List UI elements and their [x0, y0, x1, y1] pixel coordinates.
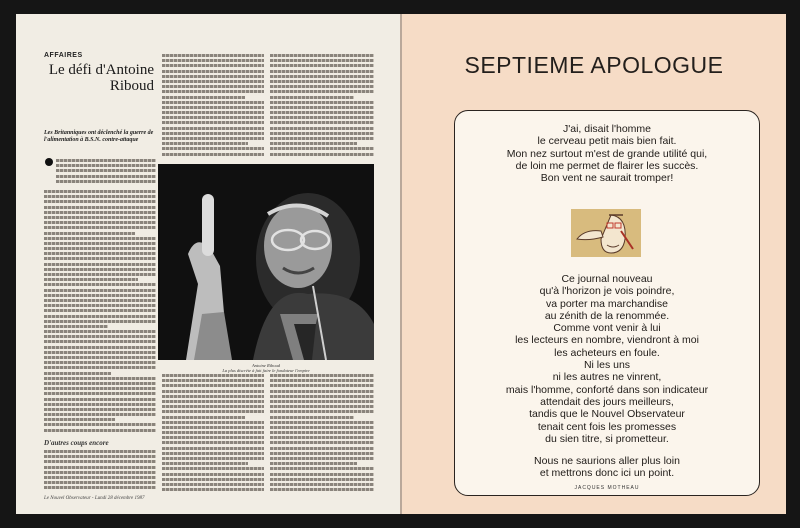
text-line-placeholder — [44, 418, 115, 421]
nose-man-icon — [571, 209, 641, 257]
text-line-placeholder — [162, 75, 264, 78]
text-line-placeholder — [270, 121, 374, 124]
poem-line: les acheteurs en foule. — [554, 346, 660, 359]
text-line-placeholder — [44, 226, 156, 229]
article-headline: Le défi d'Antoine Riboud — [48, 62, 154, 94]
text-line-placeholder — [44, 377, 156, 380]
poem-line: mais l'homme, conforté dans son indicateur — [505, 383, 709, 396]
text-line-placeholder — [162, 59, 264, 62]
poem-line: Comme vont venir à lui — [553, 322, 661, 335]
text-line-placeholder — [44, 315, 156, 318]
text-line-placeholder — [44, 466, 156, 469]
drop-cap-bullet — [45, 158, 53, 166]
text-column-3 — [270, 54, 374, 160]
text-line-placeholder — [270, 483, 374, 486]
text-line-placeholder — [162, 436, 264, 439]
text-line-placeholder — [56, 169, 156, 172]
poem-line: de loin me permet de flairer les succès. — [515, 159, 699, 172]
text-line-placeholder — [44, 382, 156, 385]
text-line-placeholder — [56, 164, 156, 167]
text-line-placeholder — [162, 70, 264, 73]
right-page — [402, 14, 786, 514]
text-line-placeholder — [270, 462, 357, 465]
text-line-placeholder — [44, 211, 156, 214]
poem-line: va porter ma marchandise — [546, 297, 668, 310]
text-line-placeholder — [270, 111, 374, 114]
text-line-placeholder — [44, 268, 156, 271]
text-line-placeholder — [44, 366, 156, 369]
text-line-placeholder — [44, 346, 156, 349]
photo-caption-name: Antoine Riboud — [251, 363, 281, 368]
poem-line: les lecteurs en nombre, viendront à moi — [515, 334, 699, 347]
text-line-placeholder — [270, 416, 354, 419]
text-line-placeholder — [56, 175, 156, 178]
text-line-placeholder — [162, 121, 264, 124]
text-line-placeholder — [270, 441, 374, 444]
text-line-placeholder — [44, 387, 156, 390]
text-line-placeholder — [270, 467, 374, 470]
text-line-placeholder — [44, 429, 156, 432]
text-line-placeholder — [162, 452, 264, 455]
text-line-placeholder — [270, 90, 374, 93]
text-line-placeholder — [44, 299, 156, 302]
text-column-1 — [56, 159, 156, 189]
poem-line: ni les autres ne vinrent, — [552, 371, 662, 384]
text-line-placeholder — [270, 421, 374, 424]
text-line-placeholder — [270, 379, 374, 382]
author-signature: JACQUES MOTHEAU — [574, 485, 640, 491]
text-line-placeholder — [44, 216, 156, 219]
text-line-placeholder — [162, 374, 264, 377]
text-line-placeholder — [44, 242, 156, 245]
text-line-placeholder — [162, 142, 248, 145]
poem-line: tandis que le Nouvel Observateur — [529, 408, 685, 421]
text-column-1c — [44, 450, 156, 494]
poem-line: Ni les uns — [583, 359, 631, 372]
text-line-placeholder — [44, 408, 156, 411]
text-line-placeholder — [44, 481, 156, 484]
text-line-placeholder — [44, 361, 156, 364]
text-line-placeholder — [162, 64, 264, 67]
text-line-placeholder — [44, 294, 156, 297]
text-line-placeholder — [162, 467, 264, 470]
text-line-placeholder — [270, 106, 374, 109]
text-line-placeholder — [162, 488, 264, 491]
text-line-placeholder — [44, 356, 156, 359]
photo-caption — [158, 363, 374, 373]
text-line-placeholder — [44, 320, 156, 323]
text-line-placeholder — [44, 247, 156, 250]
text-line-placeholder — [44, 309, 156, 312]
text-line-placeholder — [44, 273, 156, 276]
text-line-placeholder — [44, 398, 156, 401]
text-line-placeholder — [270, 473, 374, 476]
poem-line: Mon nez surtout m'est de grande utilité qui, — [506, 147, 708, 160]
text-line-placeholder — [270, 395, 374, 398]
text-column-2 — [162, 54, 264, 160]
text-line-placeholder — [44, 330, 156, 333]
text-line-placeholder — [44, 325, 108, 328]
text-line-placeholder — [270, 70, 374, 73]
text-line-placeholder — [44, 392, 156, 395]
text-line-placeholder — [270, 488, 374, 491]
text-line-placeholder — [162, 483, 264, 486]
text-line-placeholder — [162, 473, 264, 476]
text-line-placeholder — [162, 101, 264, 104]
text-line-placeholder — [44, 413, 156, 416]
poem-middle — [455, 273, 759, 445]
text-line-placeholder — [44, 195, 156, 198]
photo-caption-text: La plus discrète à fait faire le fondateur l'empire — [222, 368, 310, 373]
text-line-placeholder — [270, 478, 374, 481]
text-line-placeholder — [162, 395, 264, 398]
poem-line: et mettrons donc ici un point. — [539, 467, 675, 480]
poem-line: Bon vent ne saurait tromper! — [540, 172, 674, 185]
text-line-placeholder — [44, 351, 156, 354]
text-line-placeholder — [162, 96, 245, 99]
text-line-placeholder — [44, 283, 156, 286]
apologue-title: SEPTIEME APOLOGUE — [464, 52, 724, 78]
text-line-placeholder — [270, 116, 374, 119]
text-line-placeholder — [44, 486, 156, 489]
text-line-placeholder — [270, 447, 374, 450]
text-line-placeholder — [44, 455, 156, 458]
portrait-photo — [158, 164, 374, 360]
text-line-placeholder — [270, 85, 374, 88]
text-line-placeholder — [162, 85, 264, 88]
text-line-placeholder — [44, 252, 156, 255]
poem-line: tenait cent fois les promesses — [537, 420, 677, 433]
poem-line: Ce journal nouveau — [561, 273, 653, 285]
poem-card — [454, 110, 760, 496]
text-line-placeholder — [270, 400, 374, 403]
poem-line: Nous ne saurions aller plus loin — [534, 455, 680, 467]
left-page — [16, 14, 400, 514]
text-line-placeholder — [44, 304, 156, 307]
text-column-3b — [270, 374, 374, 498]
text-line-placeholder — [270, 436, 374, 439]
text-line-placeholder — [162, 127, 264, 130]
text-line-placeholder — [44, 263, 156, 266]
text-line-placeholder — [44, 237, 156, 240]
portrait-illustration — [158, 164, 374, 360]
text-line-placeholder — [270, 59, 374, 62]
text-line-placeholder — [270, 457, 374, 460]
poem-top — [455, 123, 759, 184]
article-deck: Les Britanniques ont déclenché la guerre de l'alimentation à B.S.N. contre-attaque — [44, 130, 154, 143]
text-line-placeholder — [270, 390, 374, 393]
text-line-placeholder — [270, 96, 354, 99]
text-line-placeholder — [162, 405, 264, 408]
text-line-placeholder — [162, 426, 264, 429]
text-line-placeholder — [162, 390, 264, 393]
page-folio: Le Nouvel Observateur - Lundi 28 décembre 1987 — [44, 496, 145, 501]
article-subhead: D'autres coups encore — [44, 439, 109, 447]
text-line-placeholder — [270, 452, 374, 455]
poem-line: du sien titre, si prometteur. — [545, 432, 669, 445]
text-line-placeholder — [44, 335, 156, 338]
text-line-placeholder — [162, 153, 264, 156]
text-line-placeholder — [44, 278, 138, 281]
text-line-placeholder — [44, 471, 156, 474]
text-line-placeholder — [162, 431, 264, 434]
text-line-placeholder — [270, 153, 374, 156]
poem-line: le cerveau petit mais bien fait. — [537, 135, 677, 148]
text-line-placeholder — [44, 460, 156, 463]
poem-end — [455, 455, 759, 480]
text-line-placeholder — [162, 384, 264, 387]
text-column-2b — [162, 374, 264, 498]
section-rubric: AFFAIRES — [44, 52, 83, 59]
text-line-placeholder — [44, 423, 156, 426]
text-line-placeholder — [270, 137, 374, 140]
text-line-placeholder — [162, 90, 264, 93]
text-line-placeholder — [44, 403, 156, 406]
text-line-placeholder — [162, 137, 264, 140]
text-line-placeholder — [270, 101, 374, 104]
text-line-placeholder — [44, 206, 156, 209]
text-line-placeholder — [270, 374, 374, 377]
text-line-placeholder — [270, 384, 374, 387]
text-line-placeholder — [162, 147, 264, 150]
text-line-placeholder — [44, 476, 156, 479]
text-line-placeholder — [44, 372, 111, 375]
text-line-placeholder — [56, 180, 156, 183]
magazine-spread — [16, 14, 786, 514]
text-line-placeholder — [270, 80, 374, 83]
text-line-placeholder — [270, 64, 374, 67]
poem-line: qu'à l'horizon je vois poindre, — [539, 285, 675, 298]
poem-line: J'ai, disait l'homme — [562, 123, 652, 135]
text-line-placeholder — [162, 111, 264, 114]
text-line-placeholder — [270, 127, 374, 130]
text-line-placeholder — [270, 147, 374, 150]
text-line-placeholder — [270, 75, 374, 78]
text-line-placeholder — [44, 340, 156, 343]
text-line-placeholder — [270, 426, 374, 429]
text-line-placeholder — [270, 431, 374, 434]
poem-line: attendait des jours meilleurs, — [540, 395, 674, 408]
text-line-placeholder — [44, 450, 156, 453]
text-line-placeholder — [162, 421, 264, 424]
text-line-placeholder — [44, 190, 156, 193]
text-line-placeholder — [162, 106, 264, 109]
text-line-placeholder — [270, 132, 374, 135]
text-line-placeholder — [44, 289, 156, 292]
poem-line: au zénith de la renommée. — [544, 309, 670, 322]
text-line-placeholder — [162, 400, 264, 403]
text-line-placeholder — [162, 457, 264, 460]
text-line-placeholder — [162, 116, 264, 119]
text-line-placeholder — [44, 257, 156, 260]
text-line-placeholder — [162, 80, 264, 83]
text-line-placeholder — [270, 142, 357, 145]
text-line-placeholder — [162, 132, 264, 135]
text-column-1b — [44, 190, 156, 436]
text-line-placeholder — [162, 410, 264, 413]
caricature-drawing — [571, 209, 641, 257]
text-line-placeholder — [44, 200, 156, 203]
text-line-placeholder — [44, 232, 135, 235]
text-line-placeholder — [162, 447, 264, 450]
text-line-placeholder — [270, 405, 374, 408]
text-line-placeholder — [270, 54, 374, 57]
text-line-placeholder — [44, 221, 156, 224]
text-line-placeholder — [270, 410, 374, 413]
text-line-placeholder — [162, 478, 264, 481]
text-line-placeholder — [162, 441, 264, 444]
text-line-placeholder — [162, 379, 264, 382]
text-line-placeholder — [162, 416, 245, 419]
text-line-placeholder — [162, 462, 248, 465]
text-line-placeholder — [56, 159, 156, 162]
text-line-placeholder — [162, 54, 264, 57]
